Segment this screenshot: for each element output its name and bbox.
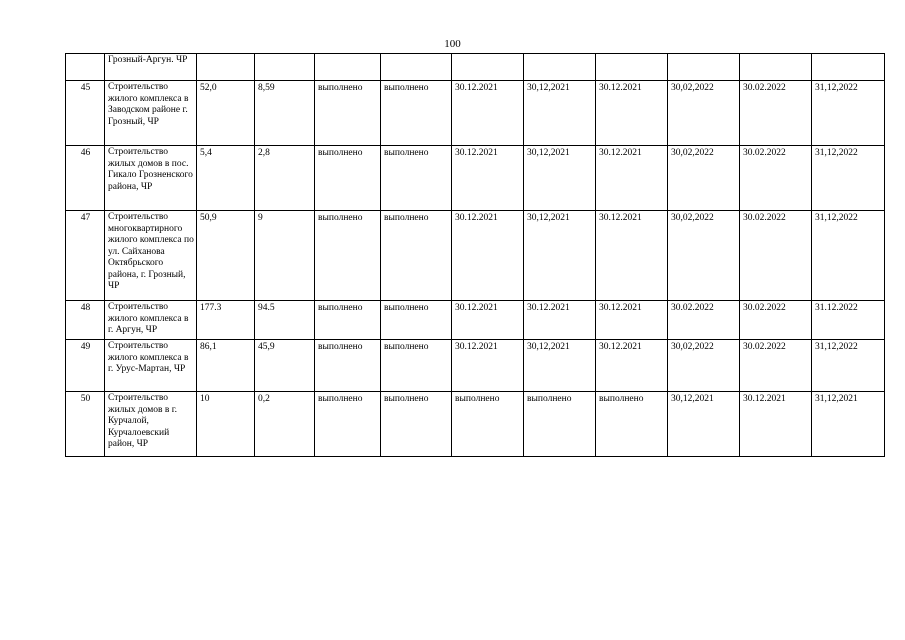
table-cell: 10 (197, 392, 255, 457)
table-cell: 30,12,2021 (524, 146, 596, 211)
page-number: 100 (444, 38, 461, 50)
table-cell: 0,2 (255, 392, 315, 457)
table-cell: 31,12,2022 (812, 81, 885, 146)
table-cell: 30.12.2021 (452, 340, 524, 392)
table-cell: 52,0 (197, 81, 255, 146)
table-cell (452, 54, 524, 81)
row-number-cell: 46 (66, 146, 105, 211)
row-number-cell: 49 (66, 340, 105, 392)
table-cell: 30.12.2021 (452, 81, 524, 146)
row-number-cell: 48 (66, 301, 105, 340)
object-name-cell: Строительство жилого комплекса в г. Урус-Мартан, ЧР (105, 340, 197, 392)
table-row (66, 211, 885, 301)
table-cell: 8,59 (255, 81, 315, 146)
table-cell: выполнено (315, 81, 381, 146)
table-cell: 30,12,2021 (524, 211, 596, 301)
table-cell (315, 54, 381, 81)
table-cell: 30.12.2021 (596, 340, 668, 392)
table-cell: 30.02.2022 (740, 211, 812, 301)
table-cell: 30.12.2021 (452, 146, 524, 211)
table-cell: 94.5 (255, 301, 315, 340)
table-cell: 30,02,2022 (668, 81, 740, 146)
table-cell: выполнено (315, 340, 381, 392)
table-cell: 31,12,2021 (812, 392, 885, 457)
table-cell: 30.12.2021 (740, 392, 812, 457)
table-cell: выполнено (381, 211, 452, 301)
table-cell: 30.12.2021 (596, 211, 668, 301)
table-cell: выполнено (315, 211, 381, 301)
table-cell: 30,02,2022 (668, 211, 740, 301)
object-name-cell: Строительство жилого комплекса в г. Аргун, ЧР (105, 301, 197, 340)
table-cell: 31,12,2022 (812, 146, 885, 211)
table-cell: 30.02.2022 (740, 301, 812, 340)
table-cell: 30,02,2022 (668, 146, 740, 211)
table-row (66, 340, 885, 392)
table-cell: выполнено (381, 340, 452, 392)
construction-status-table (65, 53, 885, 457)
table-cell: выполнено (381, 81, 452, 146)
table-cell: 2,8 (255, 146, 315, 211)
table-cell: выполнено (381, 301, 452, 340)
table-cell: 30.12.2021 (596, 81, 668, 146)
table-row (66, 54, 885, 81)
table-cell: 30.12.2021 (452, 211, 524, 301)
table-cell: выполнено (381, 392, 452, 457)
table-cell: 31.12.2022 (812, 301, 885, 340)
table-cell: 45,9 (255, 340, 315, 392)
table-cell: 30,12,2021 (524, 81, 596, 146)
table-cell: выполнено (452, 392, 524, 457)
table-cell (740, 54, 812, 81)
table-cell (812, 54, 885, 81)
table-row (66, 81, 885, 146)
table-cell: 9 (255, 211, 315, 301)
table-cell (197, 54, 255, 81)
row-number-cell (66, 54, 105, 81)
table-cell: 30.02.2022 (740, 146, 812, 211)
table-row (66, 146, 885, 211)
table-cell: 86,1 (197, 340, 255, 392)
table-cell (524, 54, 596, 81)
table-cell: 50,9 (197, 211, 255, 301)
object-name-cell: Строительство жилых домов в пос. Гикало Грозненского района, ЧР (105, 146, 197, 211)
table-cell: 30.12.2021 (452, 301, 524, 340)
table-cell: выполнено (315, 392, 381, 457)
table-cell: 5,4 (197, 146, 255, 211)
object-name-cell: Грозный-Аргун. ЧР (105, 54, 197, 81)
row-number-cell: 47 (66, 211, 105, 301)
table-cell (596, 54, 668, 81)
table-cell: 30.12.2021 (524, 301, 596, 340)
object-name-cell: Строительство многоквартирного жилого комплекса по ул. Сайханова Октябрьского района, г. Грозный, ЧР (105, 211, 197, 301)
table-cell: 30,12,2021 (524, 340, 596, 392)
table-cell: выполнено (381, 146, 452, 211)
table-cell: 31,12,2022 (812, 211, 885, 301)
table-cell (668, 54, 740, 81)
table-cell: 30,12,2021 (668, 392, 740, 457)
row-number-cell: 45 (66, 81, 105, 146)
object-name-cell: Строительство жилых домов в г. Курчалой, Курчалоевский район, ЧР (105, 392, 197, 457)
table-cell: 30.12.2021 (596, 146, 668, 211)
table-cell: 30.12.2021 (596, 301, 668, 340)
row-number-cell: 50 (66, 392, 105, 457)
table-cell: выполнено (524, 392, 596, 457)
table-cell: 30.02.2022 (740, 340, 812, 392)
table-cell: выполнено (315, 146, 381, 211)
table-cell: 30,02,2022 (668, 340, 740, 392)
table-cell: 31,12,2022 (812, 340, 885, 392)
object-name-cell: Строительство жилого комплекса в Заводском районе г. Грозный, ЧР (105, 81, 197, 146)
table-cell (381, 54, 452, 81)
table-cell: 30.02.2022 (740, 81, 812, 146)
table-row (66, 301, 885, 340)
table-cell: 30.02.2022 (668, 301, 740, 340)
table-cell: 177.3 (197, 301, 255, 340)
table-cell: выполнено (596, 392, 668, 457)
table-row (66, 392, 885, 457)
table-cell: выполнено (315, 301, 381, 340)
table-cell (255, 54, 315, 81)
